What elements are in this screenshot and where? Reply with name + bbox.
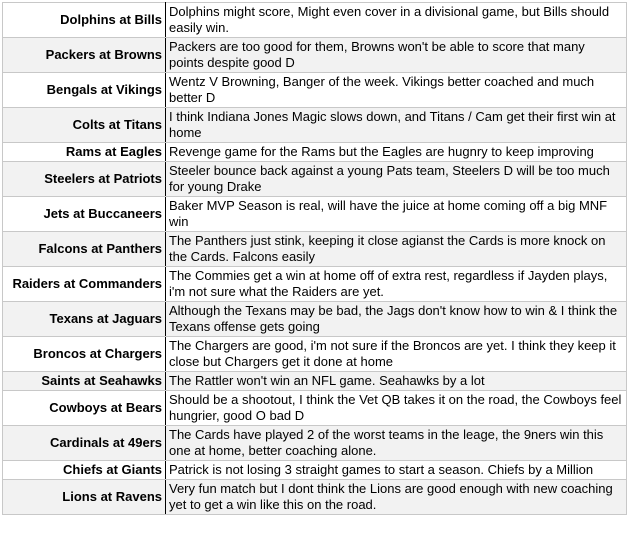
prediction-cell: Very fun match but I dont think the Lions are good enough with new coaching yet to get a win like this on the road. <box>166 480 627 515</box>
matchup-cell: Broncos at Chargers <box>3 337 166 372</box>
matchup-cell: Rams at Eagles <box>3 143 166 162</box>
matchup-cell: Cardinals at 49ers <box>3 426 166 461</box>
table-row <box>3 372 627 391</box>
table-row <box>3 391 627 426</box>
matchup-cell: Dolphins at Bills <box>3 3 166 38</box>
matchup-cell: Texans at Jaguars <box>3 302 166 337</box>
matchup-cell: Cowboys at Bears <box>3 391 166 426</box>
table-row <box>3 143 627 162</box>
prediction-cell: Packers are too good for them, Browns won't be able to score that many points despite good D <box>166 38 627 73</box>
matchup-cell: Saints at Seahawks <box>3 372 166 391</box>
picks-table <box>2 2 627 515</box>
prediction-cell: Should be a shootout, I think the Vet QB takes it on the road, the Cowboys feel hungrier, good O bad D <box>166 391 627 426</box>
table-row <box>3 162 627 197</box>
matchup-cell: Bengals at Vikings <box>3 73 166 108</box>
picks-table-container <box>2 2 626 515</box>
table-row <box>3 267 627 302</box>
matchup-cell: Jets at Buccaneers <box>3 197 166 232</box>
table-row <box>3 38 627 73</box>
table-row <box>3 73 627 108</box>
prediction-cell: The Commies get a win at home off of extra rest, regardless if Jayden plays, i'm not sure what the Raiders are yet. <box>166 267 627 302</box>
table-row <box>3 197 627 232</box>
prediction-cell: Although the Texans may be bad, the Jags don't know how to win & I think the Texans offense gets going <box>166 302 627 337</box>
matchup-cell: Colts at Titans <box>3 108 166 143</box>
table-row <box>3 461 627 480</box>
prediction-cell: I think Indiana Jones Magic slows down, and Titans / Cam get their first win at home <box>166 108 627 143</box>
prediction-cell: Revenge game for the Rams but the Eagles are hugnry to keep improving <box>166 143 627 162</box>
prediction-cell: Baker MVP Season is real, will have the juice at home coming off a big MNF win <box>166 197 627 232</box>
prediction-cell: Wentz V Browning, Banger of the week. Vikings better coached and much better D <box>166 73 627 108</box>
matchup-cell: Lions at Ravens <box>3 480 166 515</box>
matchup-cell: Chiefs at Giants <box>3 461 166 480</box>
table-row <box>3 3 627 38</box>
prediction-cell: The Rattler won't win an NFL game. Seahawks by a lot <box>166 372 627 391</box>
picks-table-body <box>3 3 627 515</box>
table-row <box>3 232 627 267</box>
table-row <box>3 426 627 461</box>
matchup-cell: Falcons at Panthers <box>3 232 166 267</box>
prediction-cell: Patrick is not losing 3 straight games to start a season. Chiefs by a Million <box>166 461 627 480</box>
prediction-cell: The Cards have played 2 of the worst teams in the leage, the 9ners win this one at home, better coaching alone. <box>166 426 627 461</box>
matchup-cell: Steelers at Patriots <box>3 162 166 197</box>
table-row <box>3 337 627 372</box>
table-row <box>3 108 627 143</box>
prediction-cell: The Chargers are good, i'm not sure if the Broncos are yet. I think they keep it close but Chargers get it done at home <box>166 337 627 372</box>
table-row <box>3 302 627 337</box>
matchup-cell: Packers at Browns <box>3 38 166 73</box>
prediction-cell: The Panthers just stink, keeping it close agianst the Cards is more knock on the Cards. Falcons easily <box>166 232 627 267</box>
matchup-cell: Raiders at Commanders <box>3 267 166 302</box>
prediction-cell: Steeler bounce back against a young Pats team, Steelers D will be too much for young Drake <box>166 162 627 197</box>
table-row <box>3 480 627 515</box>
prediction-cell: Dolphins might score, Might even cover in a divisional game, but Bills should easily win. <box>166 3 627 38</box>
